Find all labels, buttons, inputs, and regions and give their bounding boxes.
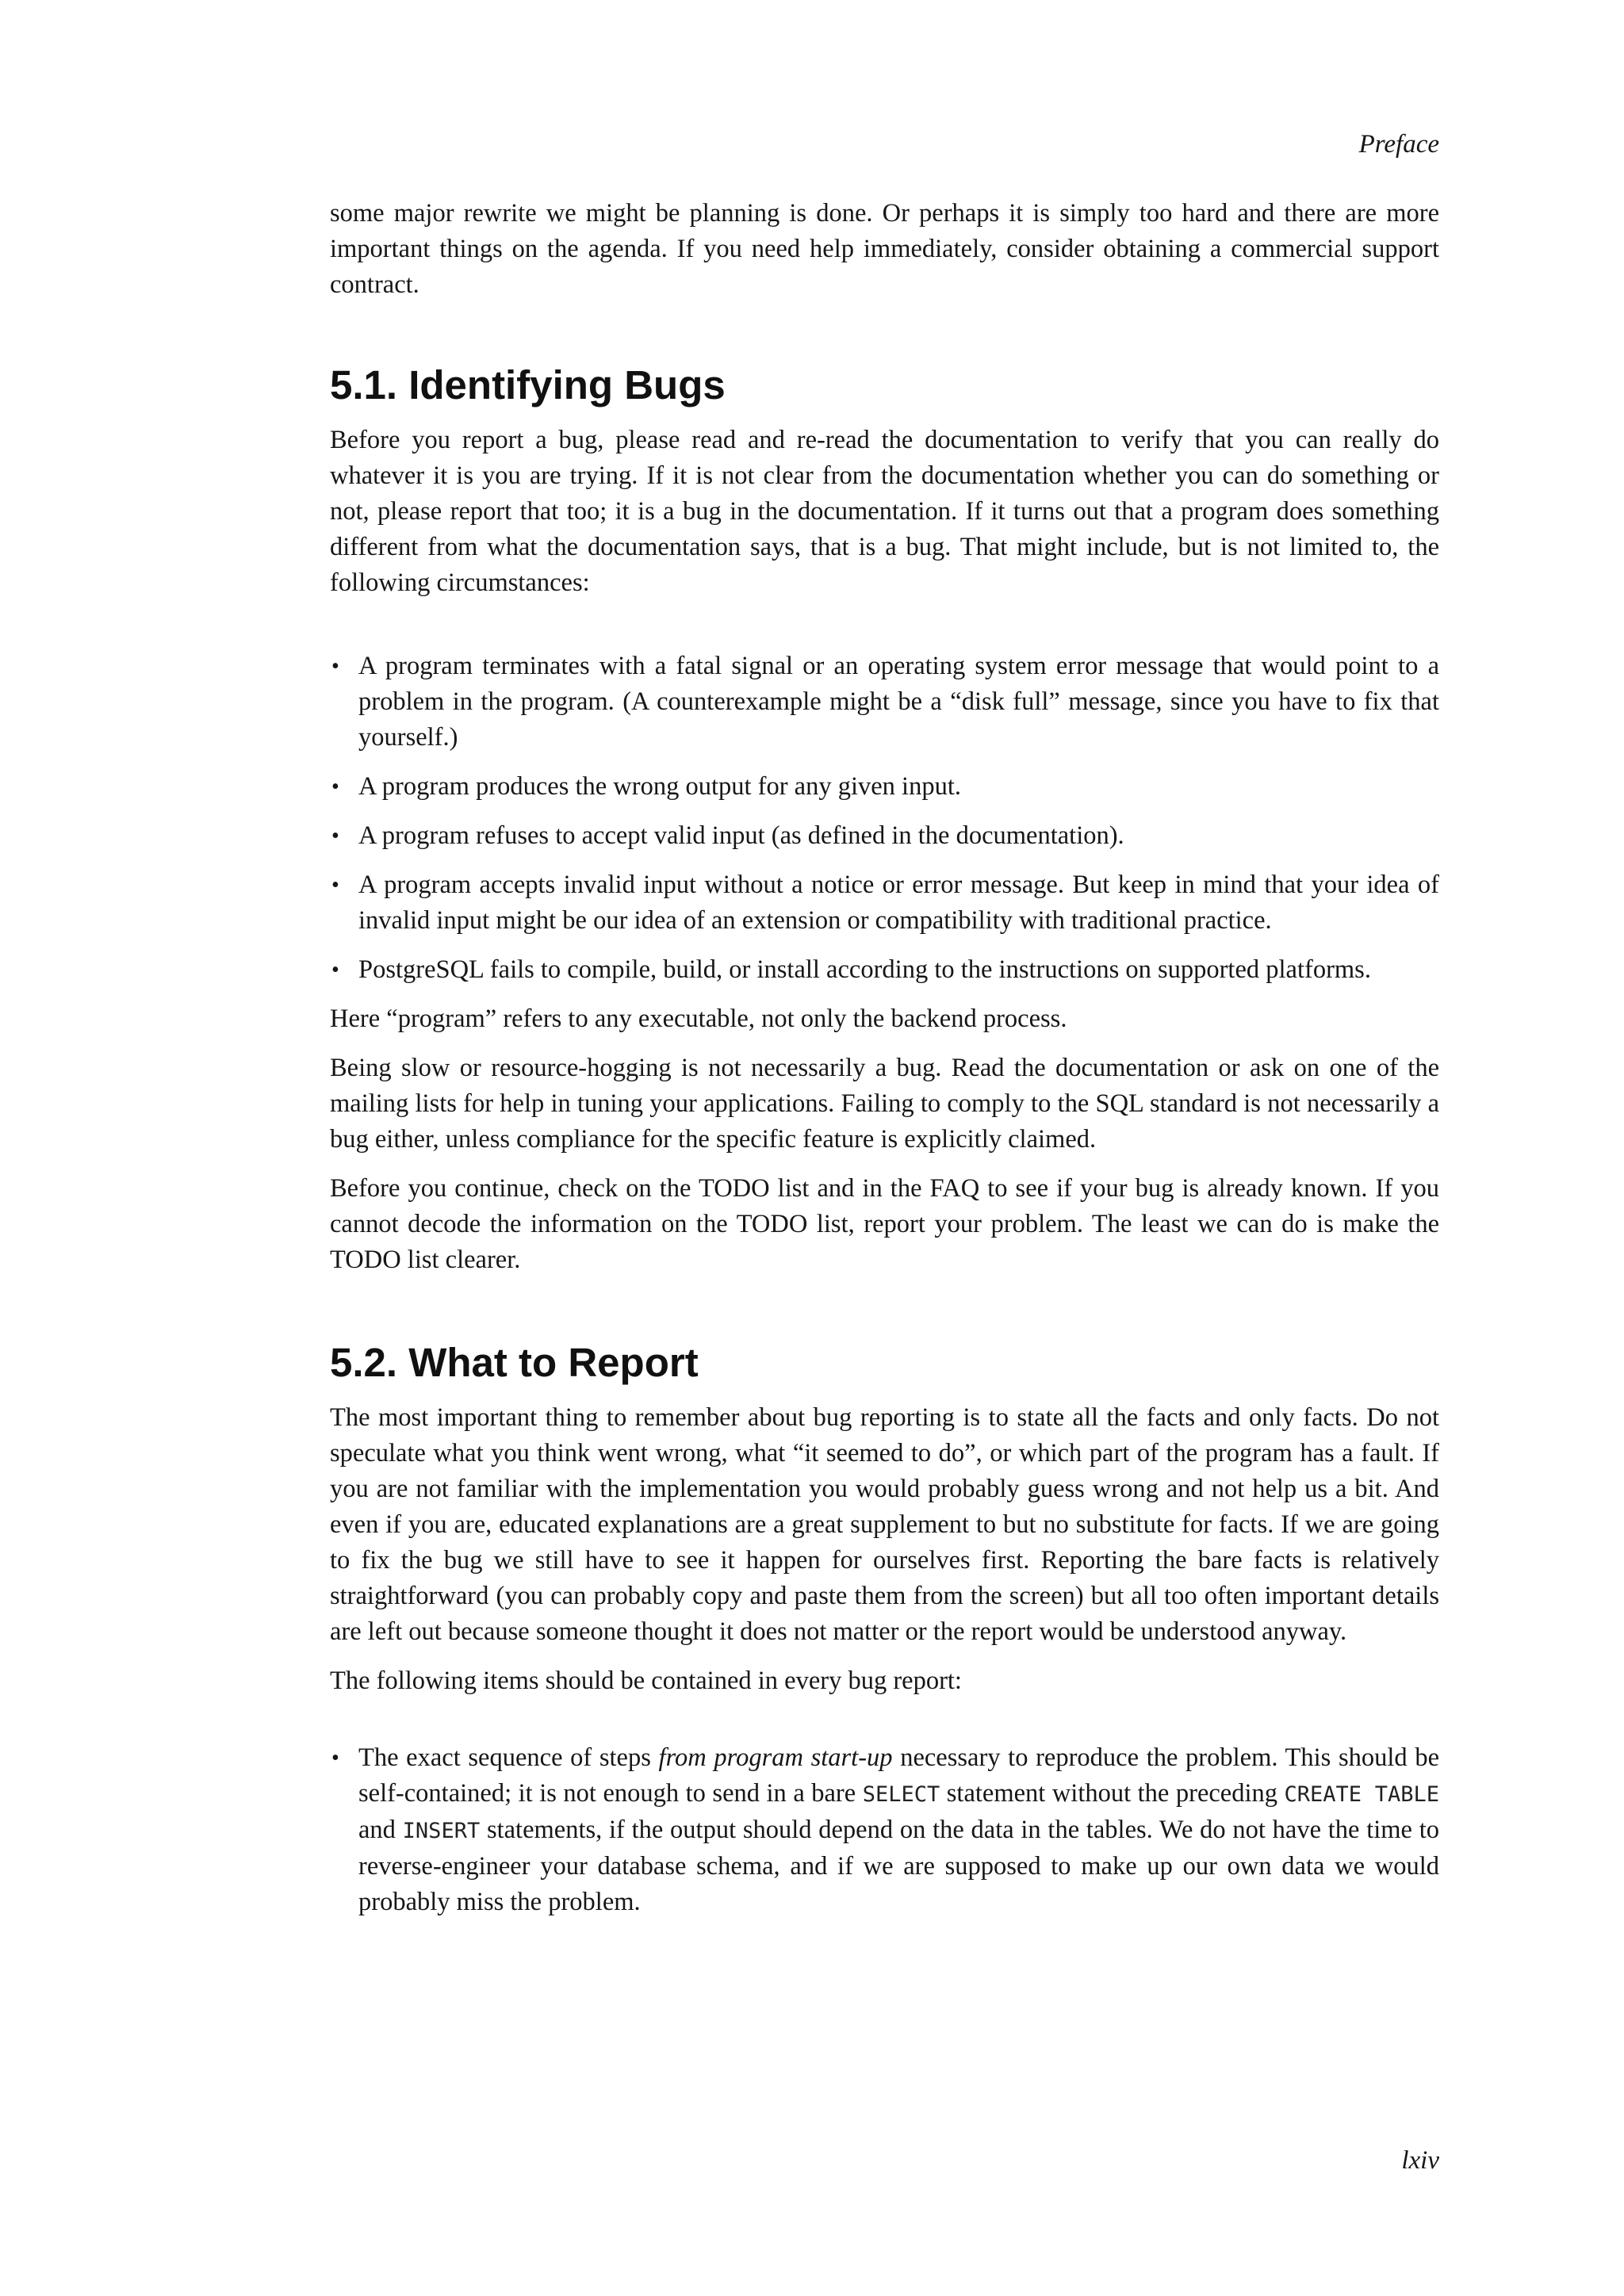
text-fragment: statement without the preceding (940, 1779, 1285, 1808)
intro-paragraph: some major rewrite we might be planning is done. Or perhaps it is simply too hard and there are more important things on the agenda. If you need help immediately, consider obtaining a commercial support contract. (330, 199, 1439, 299)
paragraph: The most important thing to remember about bug reporting is to state all the facts and only facts. Do not speculate what you think went wrong, what “it seemed to do”, or which part of the program has a fault. If you are not familiar with the implementation you would probably guess wrong and not help us a bit. And even if you are, educated explanations are a great supplement to but no substitute for facts. If we are going to fix the bug we still have to see it happen for ourselves first. Reporting the bare facts is relatively straightforward (you can probably copy and paste them from the screen) but all too often important details are left out because someone thought it does not matter or the report would be understood anyway. (330, 1403, 1439, 1646)
text-fragment: necessary to reproduce the problem. This should be self-contained; it is not enough to send in a bare (358, 1743, 1439, 1808)
paragraph: Before you continue, check on the TODO list and in the FAQ to see if your bug is already known. If you cannot decode the information on the TODO list, report your problem. The least we can do is make the TODO list clearer. (330, 1174, 1439, 1274)
text-fragment: statements, if the output should depend on the data in the tables. We do not have the time to reverse-engineer your database schema, and if we are supposed to make up our own data we would probably miss the problem. (358, 1816, 1439, 1916)
code-literal-create-table: CREATE TABLE (1284, 1782, 1439, 1807)
paragraph: Here “program” refers to any executable, not only the backend process. (330, 1004, 1067, 1033)
report-items-list (330, 1740, 1439, 1920)
code-literal-select: SELECT (862, 1782, 940, 1807)
emphasis-text: from program start-up (658, 1743, 893, 1772)
text-fragment: and (358, 1816, 403, 1844)
list-item: • A program accepts invalid input without a notice or error message. But keep in mind that your idea of invalid input might be our idea of an extension or compatibility with traditional practice. (330, 867, 1439, 939)
paragraph: Before you report a bug, please read and re-read the documentation to verify that you can really do whatever it is you are trying. If it is not clear from the documentation whether you can do something or not, please report that too; it is a bug in the documentation. If it turns out that a program does something different from what the documentation says, that is a bug. That might include, but is not limited to, the following circumstances: (330, 426, 1439, 597)
bug-circumstances-list (330, 649, 1439, 988)
section-heading-what-to-report: 5.2. What to Report (330, 1340, 699, 1385)
page-body (330, 196, 1439, 1934)
section-heading-identifying-bugs: 5.1. Identifying Bugs (330, 362, 726, 408)
running-header: Preface (1358, 130, 1439, 159)
paragraph: The following items should be contained in every bug report: (330, 1667, 962, 1695)
page-number: lxiv (1401, 2146, 1439, 2175)
list-item: • PostgreSQL fails to compile, build, or install according to the instructions on supported platforms. (330, 952, 1439, 988)
list-item (330, 1740, 1439, 1920)
list-item: • A program produces the wrong output for any given input. (330, 769, 1439, 805)
list-item: • A program refuses to accept valid input (as defined in the documentation). (330, 818, 1439, 854)
text-fragment: The exact sequence of steps (358, 1743, 659, 1772)
list-item: • A program terminates with a fatal signal or an operating system error message that would point to a problem in the program. (A counterexample might be a “disk full” message, since you have to fix that yourself.) (330, 649, 1439, 756)
paragraph: Being slow or resource-hogging is not necessarily a bug. Read the documentation or ask on one of the mailing lists for help in tuning your applications. Failing to comply to the SQL standard is not necessarily a bug either, unless compliance for the specific feature is explicitly claimed. (330, 1054, 1439, 1154)
code-literal-insert: INSERT (402, 1819, 481, 1843)
